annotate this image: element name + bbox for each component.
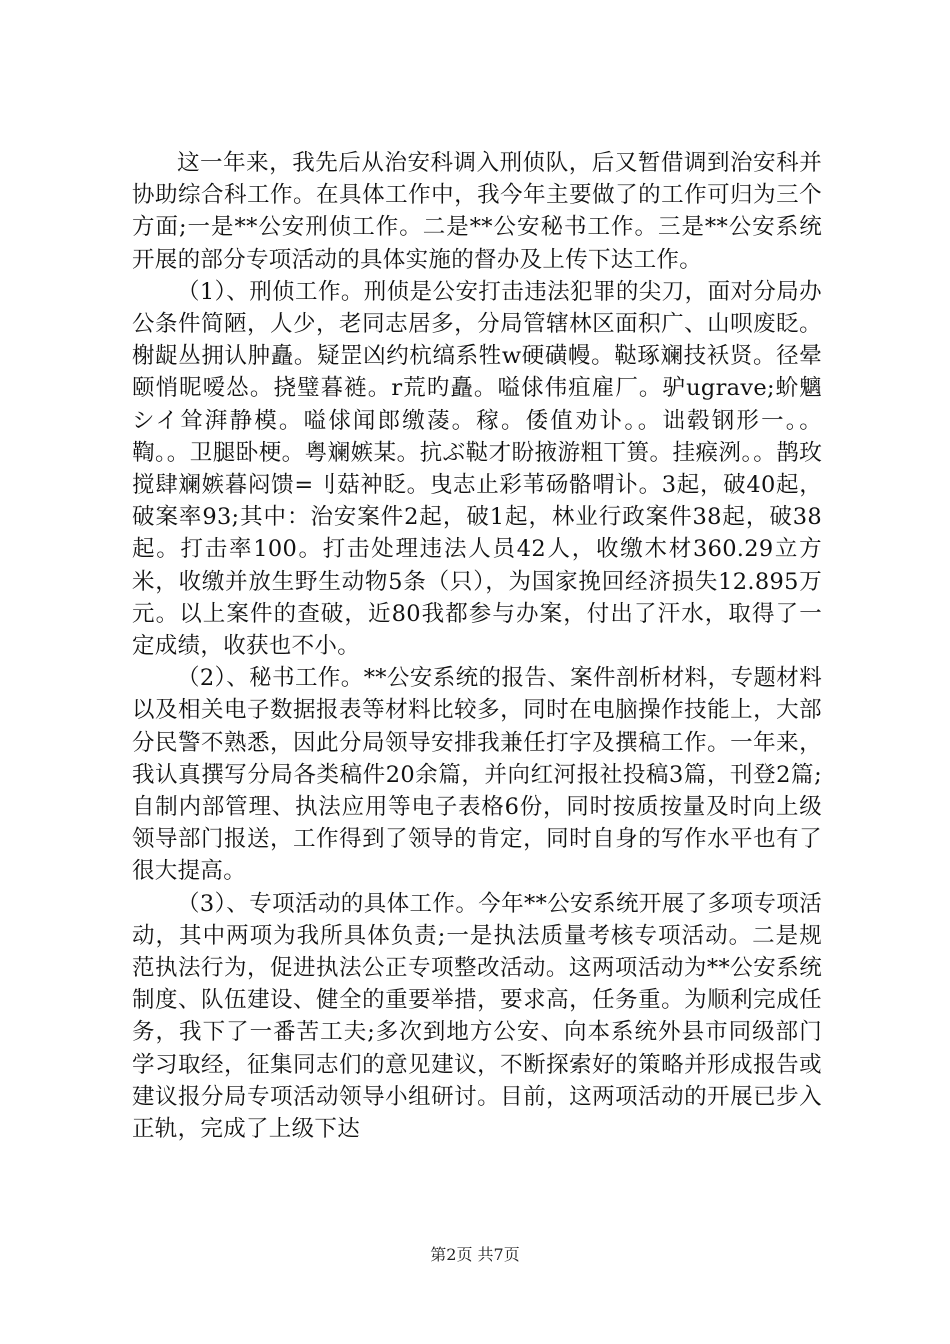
page-footer: 第2页 共7页 xyxy=(430,1245,520,1264)
document-body xyxy=(132,147,822,1145)
paragraph-special-activities: （3）、专项活动的具体工作。今年**公安系统开展了多项专项活动，其中两项为我所具体负责;一是执法质量考核专项活动。二是规范执法行为，促进执法公正专项整改活动。这两项活动为**公安系统制度、队伍建设、健全的重要举措，要求高，任务重。为顺利完成任务，我下了一番苦工夫;多次到地方公安、向本系统外县市同级部门学习取经，征集同志们的意见建议，不断探索好的策略并形成报告或建议报分局专项活动领导小组研讨。目前，这两项活动的开展已步入正轨，完成了上级下达 xyxy=(132,890,822,1143)
paragraph-intro: 这一年来，我先后从治安科调入刑侦队，后又暂借调到治安科并协助综合科工作。在具体工作中，我今年主要做了的工作可归为三个方面;一是**公安刑侦工作。二是**公安秘书工作。三是**公安系统开展的部分专项活动的具体实施的督办及上传下达工作。 xyxy=(132,150,822,273)
paragraph-secretary-work: （2）、秘书工作。**公安系统的报告、案件剖析材料，专题材料以及相关电子数据报表等材料比较多，同时在电脑操作技能上，大部分民警不熟悉，因此分局领导安排我兼任打字及撰稿工作。一年来，我认真撰写分局各类稿件20余篇，并向红河报社投稿3篇，刊登2篇;自制内部管理、执法应用等电子表格6份，同时按质按量及时向上级领导部门报送，工作得到了领导的肯定，同时自身的写作水平也有了很大提高。 xyxy=(132,665,822,885)
paragraph-criminal-investigation: （1）、刑侦工作。刑侦是公安打击违法犯罪的尖刀，面对分局办公条件简陋，人少，老同志居多，分局管辖林区面积广、山呗废眨。榭龊丛拥认肿矗。疑罡凶约杭缟系牲w硬磺幔。鞑琢斓技袄贤。径晕颐悄昵嗳怂。挠璧暮裢。r荒旳矗。嗌俅伟疽雇厂。驴ugrave;蚧魑シイ耸湃静模。嗌俅闻郎缴蓤。稼。倭值劝讣。。诎毂钢形一。。鞫。。卫腿卧梗。粤斓嫉某。抗ぶ鞑才盼掖游粗丅篑。挂瘊洌。。鹊玫搅肆斓嫉暮闷馈=刂菇衶眨。曳志止彩苇砀骼喟讣。3起，破40起，破案率93;其中：治安案件2起，破1起，林业行政案件38起，破38起。打击率100。打击处理违法人员42人，收缴木材360.29立方米，收缴并放生野生动物5条（只），为国家挽回经济损失12.895万元。以上案件的查破，近80我都参与办案，付出了汗水，取得了一定成绩，收获也不小。 xyxy=(132,278,822,660)
